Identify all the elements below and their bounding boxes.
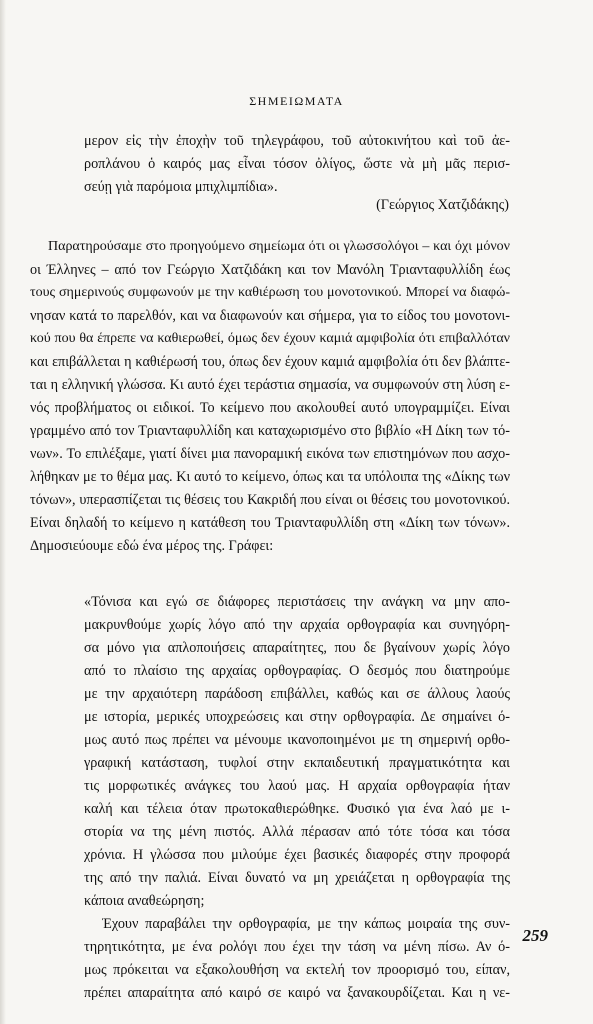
text-line: Έχουν παραβάλει την ορθογραφία, με την κάπως μοιραία της συν- — [102, 916, 510, 932]
text-line: τόνων», υπερασπίζεται τις θέσεις του Κακριδή που είναι οι θέσεις του μονοτονικού. — [30, 492, 510, 508]
text-line: από το πλαίσιο της αρχαίας ορθογραφίας. Ο δεσμός που διατηρούμε — [84, 663, 510, 679]
text-line: μακρυνθούμε χωρίς λόγο από την αρχαία ορθογραφία και συνηγόρη- — [84, 617, 510, 633]
text-line: σεύῃ γιὰ παρόμοια μπιχλιμπίδια». — [84, 179, 278, 195]
quote-signature: (Γεώργιος Χατζιδάκης) — [376, 197, 509, 213]
text-line: κάποια αναθεώρηση; — [84, 893, 205, 909]
text-line: μως αυτό πως πρέπει να μένουμε ικανοποιημένοι με τη σημερινή ορθο- — [84, 732, 510, 748]
text-line: Παρατηρούσαμε στο προηγούμενο σημείωμα ότι οι γλωσσολόγοι – και όχι μόνον — [48, 239, 510, 254]
text-line: μερον εἰς τὴν ἐποχὴν τοῦ τηλεγράφου, τοῦ αὐτοκινήτου καὶ τοῦ ἀε- — [84, 133, 510, 149]
text-line: με την αρχαιότερη παράδοση επιβάλλει, καθώς και σε άλλους λαούς — [84, 686, 510, 702]
text-line: μως πρόκειται να εξακολουθήση να εκτελή τον προορισμό του, είπαν, — [84, 962, 510, 978]
text-line: τις μορφωτικές ανάγκες του λαού μας. Η αρχαία ορθογραφία ήταν — [84, 778, 510, 794]
text-line: Είναι δηλαδή το κείμενο η κατάθεση του Τριανταφυλλίδη στη «Δίκη των τόνων». — [30, 515, 510, 531]
text-line: γραφική κατάσταση, τυφλοί στην εκπαιδευτική πραγματικότητα και — [84, 755, 510, 771]
text-line: λήθηκαν με το θέμα μας. Κι αυτό το κείμενο, όπως και τα υπόλοιπα της «Δίκης των — [30, 469, 510, 485]
text-line: πρέπει απαραίτητα από καιρό σε καιρό να ξανακουρδίζεται. Και η νε- — [84, 985, 510, 1001]
text-line: «Τόνισα και εγώ σε διάφορες περιστάσεις την ανάγκη να μην απο- — [84, 594, 510, 610]
text-line: σα μόνο για απλοποιήσεις απαραίτητες, που δε βγαίνουν χωρίς λόγο — [84, 640, 510, 656]
text-line: με ιστορία, μερικές υποχρεώσεις και στην ορθογραφία. Δε σημαίνει ό- — [84, 709, 510, 725]
text-line: στορία να της μένη πιστός. Αλλά πέρασαν από τότε τόσα και τόσα — [84, 824, 510, 840]
text-line: τηρητικότητα, με ένα ρολόγι που έχει την τάση να μένη πίσω. Αν ό- — [84, 939, 510, 955]
text-line: καλή και τέλεια όταν πρωτοκαθιερώθηκε. Φυσικό για ένα λαό με ι- — [84, 801, 510, 817]
text-line: ροπλάνου ὁ καιρός μας εἶναι τόσον ὀλίγος, ὥστε νὰ μὴ μᾶς περισ- — [84, 156, 510, 172]
text-line: της από την παλιά. Είναι δυνατό να μη χρειάζεται η ορθογραφία της — [84, 870, 510, 886]
text-line: νησαν κατά το παρελθόν, και να διαφωνούν και σήμερα, για το είδος του μονοτονι- — [30, 308, 510, 324]
text-line: κού που θα έπρεπε να καθιερωθεί, όμως δεν έχουν καμιά αμφιβολία ότι επιβαλλόταν — [30, 331, 510, 346]
text-line: και επιβάλλεται η καθιέρωσή του, όπως δεν έχουν καμιά αμφιβολία ότι δεν βλάπτε- — [30, 354, 510, 370]
page-number: 259 — [522, 926, 548, 945]
text-line: Δημοσιεύουμε εδώ ένα μέρος της. Γράφει: — [30, 538, 274, 554]
text-line: γραμμένο από τον Τριανταφυλλίδη και καταχωρισμένο στο βιβλίο «Η Δίκη των τό- — [30, 423, 510, 439]
text-line: νός προβλήματος οι ειδικοί. Το κείμενο που ακολουθεί αυτό υπογραμμίζει. Είναι — [30, 400, 510, 416]
text-line: ται η ελληνική γλώσσα. Κι αυτό έχει τεράστια σημασία, να συμφωνούν στη λύση ε- — [30, 377, 510, 393]
running-header: ΣΗΜΕΙΩΜΑΤΑ — [249, 94, 344, 108]
text-line: οι Έλληνες – από τον Γεώργιο Χατζιδάκη και τον Μανόλη Τριανταφυλλίδη έως — [30, 262, 510, 278]
text-line: χρόνια. Η γλώσσα που μιλούμε έχει βασικές διαφορές στην προφορά — [84, 847, 510, 863]
page-edge-shadow — [0, 0, 6, 1024]
text-line: νων». Το επιλέξαμε, γιατί δίνει μια πανοραμική εικόνα των επιστημόνων που ασχο- — [30, 446, 510, 462]
text-line: τους σημερινούς συμφωνούν με την καθιέρωση του μονοτονικού. Μπορεί να διαφώ- — [30, 285, 510, 300]
